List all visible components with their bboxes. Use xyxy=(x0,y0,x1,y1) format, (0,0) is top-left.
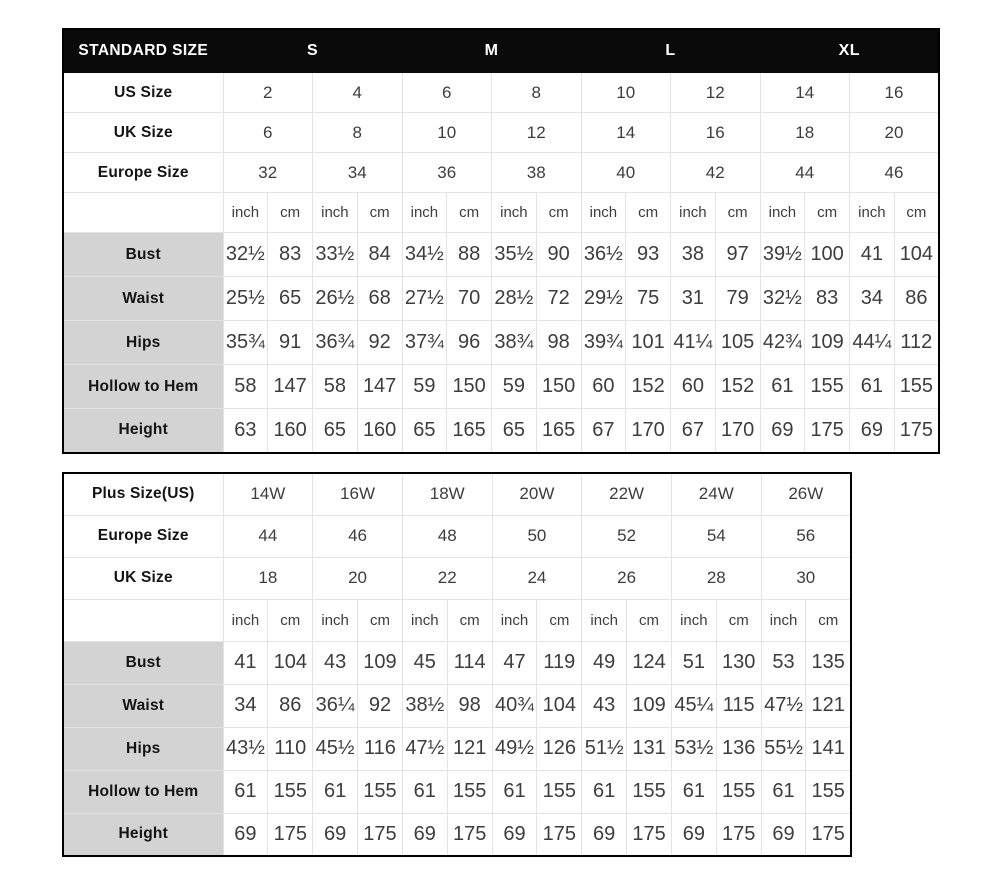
row-label: Waist xyxy=(63,684,223,727)
table-title: STANDARD SIZE xyxy=(63,29,223,73)
measurement-value: 170 xyxy=(626,409,671,453)
measurement-value: 51½ xyxy=(582,727,627,770)
size-value: 14 xyxy=(581,113,671,153)
unit-label: cm xyxy=(447,599,492,641)
measurement-value: 67 xyxy=(581,409,626,453)
measurement-value: 86 xyxy=(268,684,313,727)
row-label: Hollow to Hem xyxy=(63,770,223,813)
unit-label: inch xyxy=(671,193,716,233)
size-value: 28 xyxy=(671,557,761,599)
measurement-value: 67 xyxy=(671,409,716,453)
size-value: 12 xyxy=(492,113,582,153)
measurement-value: 40¾ xyxy=(492,684,537,727)
measurement-value: 35½ xyxy=(492,233,537,277)
measurement-value: 84 xyxy=(357,233,402,277)
measurement-value: 155 xyxy=(627,770,672,813)
size-value: 14 xyxy=(760,73,850,113)
measurement-value: 175 xyxy=(537,813,582,856)
unit-label: cm xyxy=(357,193,402,233)
measurement-row xyxy=(63,365,939,409)
size-value: 32 xyxy=(223,153,313,193)
measurement-value: 47½ xyxy=(761,684,806,727)
measurement-value: 105 xyxy=(715,321,760,365)
size-value: 16W xyxy=(313,473,403,515)
size-value: 50 xyxy=(492,515,582,557)
size-conversion-row xyxy=(63,113,939,153)
unit-label: inch xyxy=(223,193,268,233)
measurement-value: 41¼ xyxy=(671,321,716,365)
measurement-value: 61 xyxy=(223,770,268,813)
measurement-value: 61 xyxy=(760,365,805,409)
size-group-header: L xyxy=(581,29,760,73)
measurement-value: 58 xyxy=(223,365,268,409)
measurement-value: 131 xyxy=(627,727,672,770)
size-value: 12 xyxy=(671,73,761,113)
size-value: 46 xyxy=(313,515,403,557)
size-group-header: S xyxy=(223,29,402,73)
standard-size-table xyxy=(62,28,940,454)
size-value: 10 xyxy=(402,113,492,153)
unit-label: cm xyxy=(447,193,492,233)
size-value: 20 xyxy=(313,557,403,599)
measurement-value: 51 xyxy=(671,641,716,684)
size-value: 30 xyxy=(761,557,851,599)
measurement-value: 47½ xyxy=(402,727,447,770)
row-label: Bust xyxy=(63,233,223,277)
size-value: 24W xyxy=(671,473,761,515)
size-value: 18 xyxy=(760,113,850,153)
size-value: 38 xyxy=(492,153,582,193)
size-conversion-row xyxy=(63,515,851,557)
row-label: US Size xyxy=(63,73,223,113)
row-label: Waist xyxy=(63,277,223,321)
unit-label: inch xyxy=(761,599,806,641)
unit-label: inch xyxy=(581,193,626,233)
measurement-value: 83 xyxy=(805,277,850,321)
size-value: 52 xyxy=(582,515,672,557)
measurement-value: 45½ xyxy=(313,727,358,770)
measurement-value: 69 xyxy=(492,813,537,856)
measurement-value: 70 xyxy=(447,277,492,321)
measurement-value: 116 xyxy=(358,727,403,770)
measurement-value: 135 xyxy=(806,641,851,684)
row-label: Plus Size(US) xyxy=(63,473,223,515)
measurement-value: 39¾ xyxy=(581,321,626,365)
measurement-value: 72 xyxy=(536,277,581,321)
row-label: Height xyxy=(63,813,223,856)
measurement-value: 147 xyxy=(357,365,402,409)
size-value: 6 xyxy=(402,73,492,113)
measurement-value: 90 xyxy=(536,233,581,277)
size-value: 8 xyxy=(313,113,403,153)
unit-label: cm xyxy=(716,599,761,641)
unit-label: cm xyxy=(358,599,403,641)
row-label: Hips xyxy=(63,321,223,365)
measurement-value: 79 xyxy=(715,277,760,321)
measurement-value: 65 xyxy=(268,277,313,321)
measurement-value: 69 xyxy=(313,813,358,856)
size-value: 20W xyxy=(492,473,582,515)
unit-label: inch xyxy=(850,193,895,233)
measurement-value: 61 xyxy=(402,770,447,813)
measurement-value: 44¼ xyxy=(850,321,895,365)
measurement-value: 115 xyxy=(716,684,761,727)
measurement-value: 165 xyxy=(536,409,581,453)
measurement-value: 121 xyxy=(447,727,492,770)
measurement-value: 170 xyxy=(715,409,760,453)
measurement-value: 150 xyxy=(536,365,581,409)
measurement-value: 42¾ xyxy=(760,321,805,365)
unit-label: cm xyxy=(626,193,671,233)
measurement-value: 58 xyxy=(313,365,358,409)
size-value: 18W xyxy=(402,473,492,515)
unit-label: inch xyxy=(492,599,537,641)
measurement-row xyxy=(63,684,851,727)
measurement-value: 98 xyxy=(536,321,581,365)
measurement-value: 104 xyxy=(268,641,313,684)
measurement-value: 35¾ xyxy=(223,321,268,365)
unit-label: inch xyxy=(402,599,447,641)
measurement-value: 53½ xyxy=(671,727,716,770)
unit-label: inch xyxy=(492,193,537,233)
measurement-value: 63 xyxy=(223,409,268,453)
measurement-row xyxy=(63,813,851,856)
measurement-value: 150 xyxy=(447,365,492,409)
measurement-row xyxy=(63,321,939,365)
measurement-value: 83 xyxy=(268,233,313,277)
size-value: 10 xyxy=(581,73,671,113)
measurement-value: 60 xyxy=(671,365,716,409)
unit-label: inch xyxy=(760,193,805,233)
size-value: 40 xyxy=(581,153,671,193)
measurement-value: 101 xyxy=(626,321,671,365)
measurement-value: 92 xyxy=(357,321,402,365)
measurement-value: 147 xyxy=(268,365,313,409)
unit-label: cm xyxy=(537,599,582,641)
size-value: 8 xyxy=(492,73,582,113)
measurement-value: 69 xyxy=(582,813,627,856)
measurement-value: 38¾ xyxy=(492,321,537,365)
row-label: Europe Size xyxy=(63,153,223,193)
unit-label: inch xyxy=(313,193,358,233)
measurement-value: 59 xyxy=(402,365,447,409)
measurement-value: 26½ xyxy=(313,277,358,321)
unit-label: inch xyxy=(223,599,268,641)
measurement-value: 34 xyxy=(850,277,895,321)
unit-label: cm xyxy=(894,193,939,233)
measurement-value: 45¼ xyxy=(671,684,716,727)
measurement-row xyxy=(63,641,851,684)
measurement-value: 43 xyxy=(582,684,627,727)
unit-row xyxy=(63,599,851,641)
measurement-value: 155 xyxy=(358,770,403,813)
measurement-value: 104 xyxy=(537,684,582,727)
size-conversion-row xyxy=(63,153,939,193)
size-group-header: XL xyxy=(760,29,939,73)
measurement-value: 86 xyxy=(894,277,939,321)
measurement-value: 39½ xyxy=(760,233,805,277)
measurement-value: 28½ xyxy=(492,277,537,321)
measurement-value: 43 xyxy=(313,641,358,684)
unit-label: cm xyxy=(805,193,850,233)
measurement-value: 175 xyxy=(358,813,403,856)
row-label: Hips xyxy=(63,727,223,770)
measurement-value: 93 xyxy=(626,233,671,277)
size-value: 22 xyxy=(402,557,492,599)
measurement-value: 41 xyxy=(223,641,268,684)
measurement-value: 152 xyxy=(626,365,671,409)
measurement-value: 69 xyxy=(850,409,895,453)
measurement-value: 109 xyxy=(358,641,403,684)
row-label: Bust xyxy=(63,641,223,684)
size-value: 2 xyxy=(223,73,313,113)
measurement-row xyxy=(63,727,851,770)
size-value: 22W xyxy=(582,473,672,515)
measurement-value: 69 xyxy=(760,409,805,453)
size-value: 44 xyxy=(760,153,850,193)
measurement-value: 61 xyxy=(492,770,537,813)
measurement-value: 121 xyxy=(806,684,851,727)
measurement-value: 109 xyxy=(627,684,672,727)
size-value: 26W xyxy=(761,473,851,515)
size-value: 4 xyxy=(313,73,403,113)
measurement-value: 29½ xyxy=(581,277,626,321)
unit-label: cm xyxy=(268,193,313,233)
measurement-value: 32½ xyxy=(223,233,268,277)
size-value: 6 xyxy=(223,113,313,153)
measurement-value: 55½ xyxy=(761,727,806,770)
measurement-value: 69 xyxy=(223,813,268,856)
measurement-value: 109 xyxy=(805,321,850,365)
measurement-row xyxy=(63,233,939,277)
measurement-value: 33½ xyxy=(313,233,358,277)
measurement-value: 88 xyxy=(447,233,492,277)
measurement-value: 61 xyxy=(582,770,627,813)
unit-label: inch xyxy=(582,599,627,641)
measurement-value: 53 xyxy=(761,641,806,684)
size-value: 24 xyxy=(492,557,582,599)
measurement-value: 175 xyxy=(894,409,939,453)
size-value: 18 xyxy=(223,557,313,599)
measurement-row xyxy=(63,770,851,813)
unit-label: cm xyxy=(536,193,581,233)
measurement-value: 65 xyxy=(492,409,537,453)
unit-label: cm xyxy=(268,599,313,641)
measurement-value: 160 xyxy=(357,409,402,453)
measurement-value: 34½ xyxy=(402,233,447,277)
measurement-value: 175 xyxy=(805,409,850,453)
measurement-value: 31 xyxy=(671,277,716,321)
measurement-value: 136 xyxy=(716,727,761,770)
measurement-value: 25½ xyxy=(223,277,268,321)
measurement-value: 34 xyxy=(223,684,268,727)
size-value: 34 xyxy=(313,153,403,193)
measurement-value: 68 xyxy=(357,277,402,321)
measurement-value: 119 xyxy=(537,641,582,684)
unit-label: inch xyxy=(671,599,716,641)
measurement-value: 38½ xyxy=(402,684,447,727)
measurement-value: 96 xyxy=(447,321,492,365)
measurement-value: 37¾ xyxy=(402,321,447,365)
measurement-value: 130 xyxy=(716,641,761,684)
measurement-value: 61 xyxy=(313,770,358,813)
unit-label: inch xyxy=(313,599,358,641)
size-value: 16 xyxy=(671,113,761,153)
row-label: Height xyxy=(63,409,223,453)
size-value: 14W xyxy=(223,473,313,515)
empty-corner-cell xyxy=(63,193,223,233)
measurement-value: 36¾ xyxy=(313,321,358,365)
measurement-row xyxy=(63,409,939,453)
measurement-value: 126 xyxy=(537,727,582,770)
measurement-value: 32½ xyxy=(760,277,805,321)
row-label: UK Size xyxy=(63,113,223,153)
measurement-value: 61 xyxy=(671,770,716,813)
measurement-value: 36½ xyxy=(581,233,626,277)
measurement-value: 65 xyxy=(313,409,358,453)
empty-corner-cell xyxy=(63,599,223,641)
measurement-value: 61 xyxy=(761,770,806,813)
measurement-value: 155 xyxy=(806,770,851,813)
measurement-value: 91 xyxy=(268,321,313,365)
measurement-value: 155 xyxy=(894,365,939,409)
row-label: Hollow to Hem xyxy=(63,365,223,409)
measurement-value: 155 xyxy=(805,365,850,409)
measurement-value: 104 xyxy=(894,233,939,277)
measurement-value: 47 xyxy=(492,641,537,684)
measurement-value: 155 xyxy=(447,770,492,813)
measurement-value: 65 xyxy=(402,409,447,453)
measurement-value: 175 xyxy=(716,813,761,856)
measurement-value: 155 xyxy=(537,770,582,813)
measurement-row xyxy=(63,277,939,321)
row-label: UK Size xyxy=(63,557,223,599)
unit-row xyxy=(63,193,939,233)
measurement-value: 27½ xyxy=(402,277,447,321)
measurement-value: 114 xyxy=(447,641,492,684)
size-value: 46 xyxy=(850,153,940,193)
size-value: 42 xyxy=(671,153,761,193)
size-conversion-row xyxy=(63,557,851,599)
measurement-value: 75 xyxy=(626,277,671,321)
measurement-value: 97 xyxy=(715,233,760,277)
unit-label: cm xyxy=(715,193,760,233)
size-value: 48 xyxy=(402,515,492,557)
measurement-value: 141 xyxy=(806,727,851,770)
size-conversion-row xyxy=(63,73,939,113)
size-group-header: M xyxy=(402,29,581,73)
size-value: 56 xyxy=(761,515,851,557)
unit-label: cm xyxy=(806,599,851,641)
measurement-value: 43½ xyxy=(223,727,268,770)
measurement-value: 165 xyxy=(447,409,492,453)
unit-label: cm xyxy=(627,599,672,641)
measurement-value: 41 xyxy=(850,233,895,277)
size-conversion-row xyxy=(63,473,851,515)
measurement-value: 69 xyxy=(402,813,447,856)
measurement-value: 175 xyxy=(447,813,492,856)
measurement-value: 152 xyxy=(715,365,760,409)
size-value: 36 xyxy=(402,153,492,193)
measurement-value: 59 xyxy=(492,365,537,409)
measurement-value: 175 xyxy=(806,813,851,856)
measurement-value: 160 xyxy=(268,409,313,453)
measurement-value: 110 xyxy=(268,727,313,770)
size-value: 16 xyxy=(850,73,940,113)
measurement-value: 155 xyxy=(268,770,313,813)
table-title-row xyxy=(63,29,939,73)
measurement-value: 38 xyxy=(671,233,716,277)
measurement-value: 60 xyxy=(581,365,626,409)
measurement-value: 98 xyxy=(447,684,492,727)
measurement-value: 155 xyxy=(716,770,761,813)
plus-size-table xyxy=(62,472,852,857)
size-value: 20 xyxy=(850,113,940,153)
measurement-value: 49 xyxy=(582,641,627,684)
measurement-value: 69 xyxy=(761,813,806,856)
size-value: 44 xyxy=(223,515,313,557)
measurement-value: 49½ xyxy=(492,727,537,770)
measurement-value: 124 xyxy=(627,641,672,684)
measurement-value: 92 xyxy=(358,684,403,727)
measurement-value: 100 xyxy=(805,233,850,277)
measurement-value: 36¼ xyxy=(313,684,358,727)
row-label: Europe Size xyxy=(63,515,223,557)
measurement-value: 45 xyxy=(402,641,447,684)
size-value: 54 xyxy=(671,515,761,557)
measurement-value: 175 xyxy=(627,813,672,856)
measurement-value: 69 xyxy=(671,813,716,856)
unit-label: inch xyxy=(402,193,447,233)
size-value: 26 xyxy=(582,557,672,599)
measurement-value: 175 xyxy=(268,813,313,856)
measurement-value: 112 xyxy=(894,321,939,365)
measurement-value: 61 xyxy=(850,365,895,409)
